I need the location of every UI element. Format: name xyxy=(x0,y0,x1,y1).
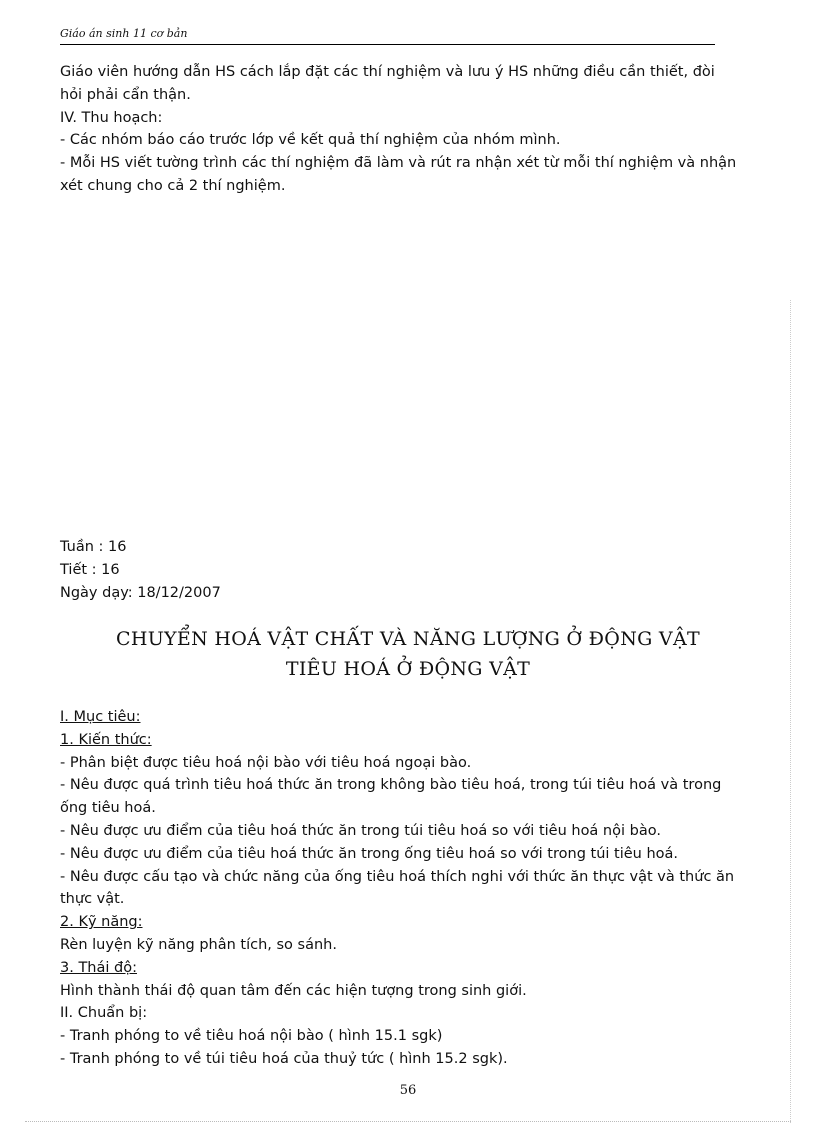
text-line: - Tranh phóng to về tiêu hoá nội bào ( hình 15.1 sgk) xyxy=(60,1028,443,1045)
header-text: Giáo án sinh 11 cơ bản xyxy=(60,27,188,40)
text-line: ống tiêu hoá. xyxy=(60,800,156,817)
right-margin-divider xyxy=(790,300,791,1123)
title-line-2: TIÊU HOÁ Ở ĐỘNG VẬT xyxy=(285,658,531,680)
text-line: Rèn luyện kỹ năng phân tích, so sánh. xyxy=(60,936,337,953)
attitude-heading: 3. Thái độ: xyxy=(60,959,137,976)
intro-section xyxy=(60,61,760,198)
text-line: xét chung cho cả 2 thí nghiệm. xyxy=(60,177,286,194)
lesson-meta xyxy=(60,536,760,604)
lesson-body xyxy=(60,706,760,1071)
text-line: - Các nhóm báo cáo trước lớp về kết quả thí nghiệm của nhóm mình. xyxy=(60,132,561,149)
skills-heading: 2. Kỹ năng: xyxy=(60,914,143,931)
bottom-divider xyxy=(25,1121,791,1122)
lesson-label: Tiết : 16 xyxy=(60,561,120,578)
text-line: - Tranh phóng to về túi tiêu hoá của thuỷ tức ( hình 15.2 sgk). xyxy=(60,1050,508,1067)
knowledge-heading: 1. Kiến thức: xyxy=(60,731,152,748)
date-label: Ngày dạy: 18/12/2007 xyxy=(60,584,221,601)
text-line: - Nêu được quá trình tiêu hoá thức ăn trong không bào tiêu hoá, trong túi tiêu hoá và trong xyxy=(60,777,722,794)
text-line: thực vật. xyxy=(60,891,125,908)
text-line: - Nêu được ưu điểm của tiêu hoá thức ăn trong túi tiêu hoá so với tiêu hoá nội bào. xyxy=(60,822,661,839)
text-line: - Mỗi HS viết tường trình các thí nghiệm đã làm và rút ra nhận xét từ mỗi thí nghiệm và nhận xyxy=(60,155,737,172)
text-line: - Nêu được cấu tạo và chức năng của ống tiêu hoá thích nghi với thức ăn thực vật và thức ăn xyxy=(60,868,735,885)
text-line: - Nêu được ưu điểm của tiêu hoá thức ăn trong ống tiêu hoá so với trong túi tiêu hoá. xyxy=(60,845,679,862)
page-number: 56 xyxy=(399,1083,417,1098)
text-line: Hình thành thái độ quan tâm đến các hiện tượng trong sinh giới. xyxy=(60,982,527,999)
lesson-title xyxy=(0,624,816,684)
text-line: hỏi phải cẩn thận. xyxy=(60,86,191,103)
text-line: IV. Thu hoạch: xyxy=(60,109,163,126)
page-header xyxy=(60,22,715,45)
objectives-heading: I. Mục tiêu: xyxy=(60,709,141,725)
text-line: - Phân biệt được tiêu hoá nội bào với tiêu hoá ngoại bào. xyxy=(60,754,472,771)
text-line: Giáo viên hướng dẫn HS cách lắp đặt các thí nghiệm và lưu ý HS những điều cần thiết, đòi xyxy=(60,64,715,80)
prep-heading: II. Chuẩn bị: xyxy=(60,1005,148,1022)
title-line-1: CHUYỂN HOÁ VẬT CHẤT VÀ NĂNG LƯỢNG Ở ĐỘNG VẬT xyxy=(116,628,700,650)
week-label: Tuần : 16 xyxy=(60,539,127,555)
